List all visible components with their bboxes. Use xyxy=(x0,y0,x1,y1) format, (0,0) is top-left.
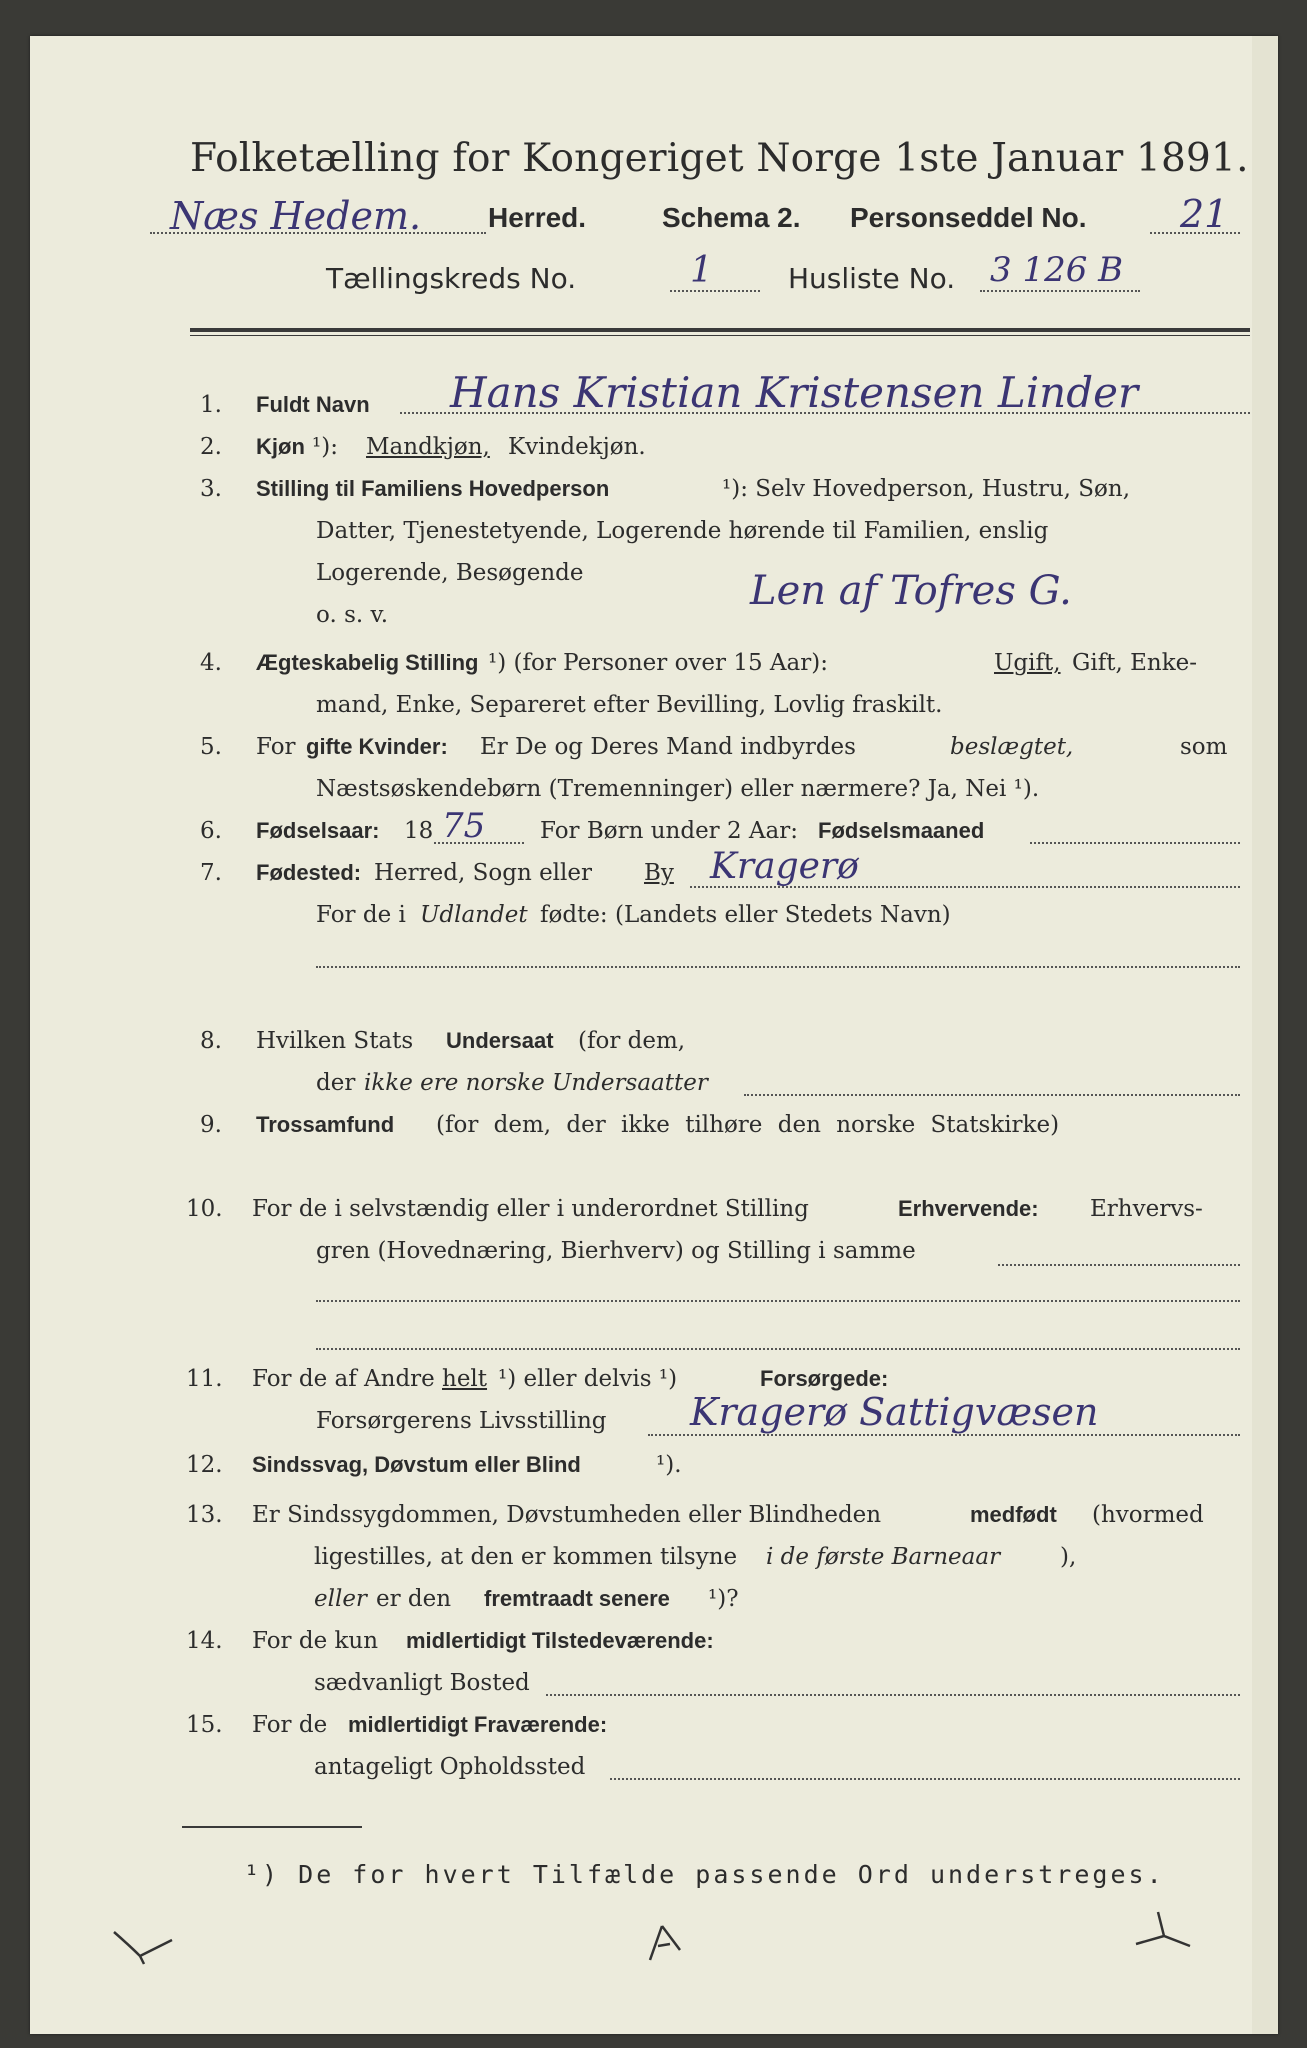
field-8-num: 8. xyxy=(200,1028,222,1054)
field-6-num: 6. xyxy=(200,818,222,844)
field-15-dots xyxy=(610,1778,1240,1780)
field-15-text-1: For de xyxy=(252,1712,328,1738)
field-4-text-2: mand, Enke, Separeret efter Bevilling, Lovlig fraskilt. xyxy=(316,692,943,718)
husliste-value: 3 126 B xyxy=(990,250,1124,290)
field-15-text-2: antageligt Opholdssted xyxy=(314,1754,586,1780)
field-3-label: Stilling til Familiens Hovedperson xyxy=(256,476,610,501)
personseddel-label: Personseddel No. xyxy=(850,202,1087,233)
husliste-label: Husliste No. xyxy=(788,262,956,295)
field-7-udlandet: Udlandet xyxy=(420,902,528,928)
field-7-text-1: Herred, Sogn eller xyxy=(374,860,592,886)
field-2-option-kvindekjon: Kvindekjøn. xyxy=(508,434,646,460)
field-10-dots-2 xyxy=(316,1300,1240,1302)
field-4-text-1: ¹) (for Personer over 15 Aar): xyxy=(488,650,828,676)
field-6-label: Fødselsaar: xyxy=(256,818,380,843)
field-13-label-2: fremtraadt senere xyxy=(484,1586,670,1611)
field-5-pre: For xyxy=(256,734,296,760)
field-13-italic: i de første Barneaar xyxy=(766,1544,1001,1570)
field-6-label-2: Fødselsmaaned xyxy=(818,818,985,843)
field-11-text-3: Forsørgerens Livsstilling xyxy=(316,1408,607,1434)
field-2-option-mandkjon: Mandkjøn, xyxy=(366,434,490,460)
field-11-dots xyxy=(648,1434,1240,1436)
field-11-value: Kragerø Sattigvæsen xyxy=(690,1390,1099,1434)
field-14-text-1: For de kun xyxy=(252,1628,379,1654)
field-13-eller: eller xyxy=(314,1586,367,1612)
field-5-som: som xyxy=(1180,734,1228,760)
field-10-dots-3 xyxy=(316,1348,1240,1350)
personseddel-value: 21 xyxy=(1180,192,1229,236)
field-4-num: 4. xyxy=(200,650,222,676)
field-5-text-1: Er De og Deres Mand indbyrdes xyxy=(480,734,856,760)
corner-mark-center xyxy=(640,1916,700,1966)
field-10-text-2: Erhvervs- xyxy=(1090,1196,1203,1222)
field-1-num: 1. xyxy=(200,392,222,418)
paper-edge xyxy=(1252,36,1278,2034)
field-7-value: Kragerø xyxy=(710,846,859,887)
field-5-italic: beslægtet, xyxy=(950,734,1074,760)
field-2-label: Kjøn xyxy=(256,434,305,459)
footnote-rule xyxy=(182,1826,362,1828)
field-11-text-1: For de af Andre xyxy=(252,1366,435,1392)
field-10-text-3: gren (Hovednæring, Bierhverv) og Stilling i samme xyxy=(316,1238,916,1264)
field-5-num: 5. xyxy=(200,734,222,760)
field-3-text-2: Datter, Tjenestetyende, Logerende hørende til Familien, enslig xyxy=(316,518,1049,544)
field-2-sup: ¹): xyxy=(312,434,338,460)
field-8-text-2: der xyxy=(316,1070,356,1096)
field-2-num: 2. xyxy=(200,434,222,460)
field-14-label: midlertidigt Tilstedeværende: xyxy=(406,1628,714,1653)
field-5-text-2: Næstsøskendebørn (Tremenninger) eller nærmere? Ja, Nei ¹). xyxy=(316,776,1040,802)
field-4-label: Ægteskabelig Stilling xyxy=(256,650,479,675)
field-1-dots xyxy=(400,412,1250,414)
field-10-label: Erhvervende: xyxy=(898,1196,1039,1221)
corner-mark-left xyxy=(110,1926,180,1966)
field-13-label: medfødt xyxy=(970,1502,1057,1527)
field-9-text: (for dem, der ikke tilhøre den norske Statskirke) xyxy=(436,1112,1060,1138)
field-12-sup: ¹). xyxy=(656,1452,682,1478)
field-11-label: Forsørgede: xyxy=(760,1366,889,1391)
field-3-text-1: ¹): Selv Hovedperson, Hustru, Søn, xyxy=(722,476,1131,502)
form-title: Folketælling for Kongeriget Norge 1ste Januar 1891. xyxy=(190,136,1249,181)
field-1-label: Fuldt Navn xyxy=(256,392,370,417)
field-14-dots xyxy=(546,1694,1240,1696)
field-6-year-dots xyxy=(434,842,524,844)
field-13-text-1: Er Sindssygdommen, Døvstumheden eller Blindheden xyxy=(252,1502,882,1528)
field-7-text-2: For de i xyxy=(316,902,406,928)
field-7-option-by: By xyxy=(644,860,674,886)
field-10-num: 10. xyxy=(186,1196,223,1222)
field-14-num: 14. xyxy=(186,1628,223,1654)
field-8-text-1: (for dem, xyxy=(578,1028,686,1054)
field-13-num: 13. xyxy=(186,1502,223,1528)
schema-label: Schema 2. xyxy=(662,202,801,233)
field-13-text-3: er den xyxy=(376,1586,452,1612)
field-6-value: 75 xyxy=(442,806,486,846)
header-rule xyxy=(190,328,1250,332)
field-7-dots xyxy=(690,886,1240,888)
field-13-text-2: ligestilles, at den er kommen tilsyne xyxy=(314,1544,738,1570)
field-5-label: gifte Kvinder: xyxy=(306,734,448,759)
field-4-option-ugift: Ugift, xyxy=(994,650,1061,676)
field-3-num: 3. xyxy=(200,476,222,502)
field-3-text-3: Logerende, Besøgende xyxy=(316,560,584,586)
field-14-text-2: sædvanligt Bosted xyxy=(314,1670,530,1696)
field-6-text: For Børn under 2 Aar: xyxy=(540,818,798,844)
herred-dots xyxy=(150,232,486,234)
field-4-options-rest: Gift, Enke- xyxy=(1072,650,1198,676)
field-10-dots-1 xyxy=(998,1264,1240,1266)
header-rule-thin xyxy=(190,335,1250,336)
field-7-label: Fødested: xyxy=(256,860,362,885)
field-10-text-1: For de i selvstændig eller i underordnet Stilling xyxy=(252,1196,809,1222)
field-7-text-3: fødte: (Landets eller Stedets Navn) xyxy=(540,902,951,928)
corner-mark-right xyxy=(1130,1906,1200,1966)
field-8-pre: Hvilken Stats xyxy=(256,1028,414,1054)
field-15-num: 15. xyxy=(186,1712,223,1738)
kreds-label: Tællingskreds No. xyxy=(326,262,577,295)
field-13-text-1b: (hvormed xyxy=(1092,1502,1204,1528)
field-7-foreign-dots xyxy=(316,966,1240,968)
herred-label: Herred. xyxy=(488,202,587,233)
field-3-text-4: o. s. v. xyxy=(316,602,389,628)
herred-value: Næs Hedem. xyxy=(170,194,422,238)
field-1-value: Hans Kristian Kristensen Linder xyxy=(450,368,1139,417)
kreds-dots xyxy=(670,290,760,292)
field-11-num: 11. xyxy=(186,1366,223,1392)
field-8-italic: ikke ere norske Undersaatter xyxy=(364,1070,708,1096)
field-13-text-2b: ), xyxy=(1060,1544,1077,1570)
census-form xyxy=(30,36,1278,2034)
field-12-num: 12. xyxy=(186,1452,223,1478)
field-15-label: midlertidigt Fraværende: xyxy=(348,1712,608,1737)
field-11-text-2: ¹) eller delvis ¹) xyxy=(498,1366,678,1392)
husliste-dots xyxy=(980,290,1140,292)
field-3-value: Len af Tofres G. xyxy=(750,568,1072,614)
field-12-label: Sindssvag, Døvstum eller Blind xyxy=(252,1452,581,1477)
field-9-num: 9. xyxy=(200,1112,222,1138)
field-8-label: Undersaat xyxy=(446,1028,554,1053)
field-8-dots xyxy=(744,1094,1240,1096)
personseddel-dots xyxy=(1150,232,1240,234)
field-9-label: Trossamfund xyxy=(256,1112,395,1137)
footnote: ¹) De for hvert Tilfælde passende Ord understreges. xyxy=(244,1860,1165,1889)
field-6-month-dots xyxy=(1030,842,1240,844)
field-6-prefix: 18 xyxy=(404,818,434,844)
field-7-num: 7. xyxy=(200,860,222,886)
field-11-option-helt: helt xyxy=(442,1366,488,1392)
kreds-value: 1 xyxy=(690,250,713,291)
field-13-text-3b: ¹)? xyxy=(708,1586,739,1612)
